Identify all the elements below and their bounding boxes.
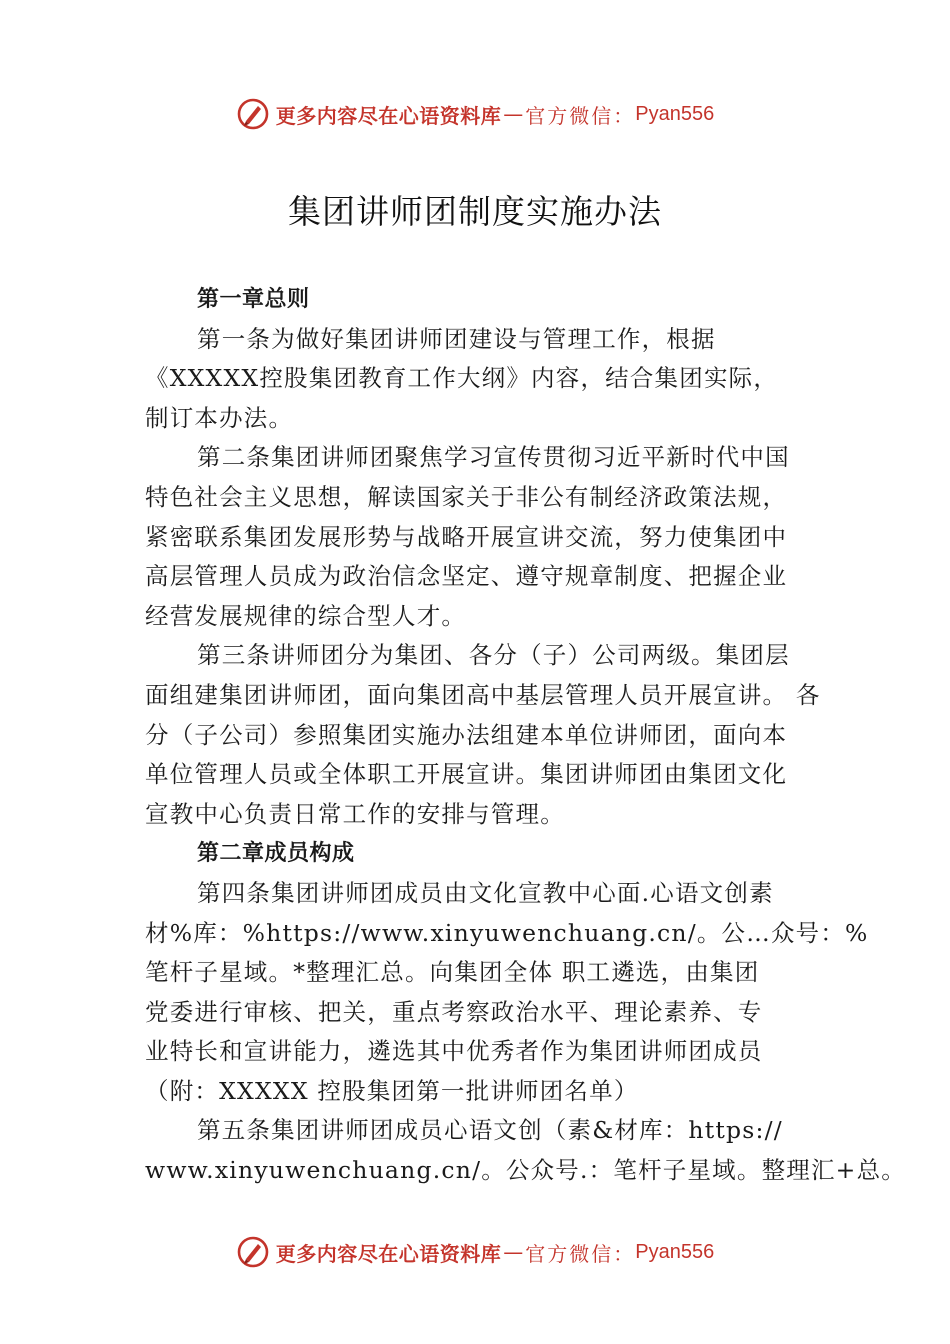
paragraph-line: 面组建集团讲师团，面向集团高中基层管理人员开展宣讲。 各 [145, 680, 821, 709]
footer-banner [0, 1232, 950, 1272]
banner-account: Pyan556 [635, 1240, 715, 1263]
paragraph-line: 第一条为做好集团讲师团建设与管理工作，根据 [197, 324, 716, 353]
document-title: 集团讲师团制度实施办法 [288, 192, 662, 231]
paragraph-line: www.xinyuwenchuang.cn/。公众号.：笔杆子星域。整理汇+总。 [145, 1156, 906, 1185]
paragraph-line: 单位管理人员或全体职工开展宣讲。集团讲师团由集团文化 [145, 760, 788, 789]
document-body [145, 280, 906, 1191]
pen-logo-icon [236, 1235, 270, 1269]
paragraph-line: 高层管理人员成为政治信念坚定、遵守规章制度、把握企业 [145, 562, 788, 591]
paragraph-line: 第五条集团讲师团成员心语文创（素&材库：https:// [197, 1116, 783, 1145]
paragraph-line: 特色社会主义思想，解读国家关于非公有制经济政策法规， [145, 482, 788, 511]
paragraph-line: （附：XXXXX 控股集团第一批讲师团名单） [145, 1076, 639, 1105]
chapter-heading: 第一章总则 [197, 287, 310, 312]
banner-label: 官方微信： [525, 1241, 636, 1266]
banner-label: 官方微信： [525, 103, 636, 128]
paragraph-line: 宣教中心负责日常工作的安排与管理。 [145, 799, 565, 828]
paragraph-line: 党委进行审核、把关，重点考察政治水平、理论素养、专 [145, 997, 763, 1026]
paragraph-line: 第二条集团讲师团聚焦学习宣传贯彻习近平新时代中国 [197, 443, 790, 472]
banner-brand: 更多内容尽在心语资料库 [275, 103, 502, 128]
banner-dash: — [503, 102, 524, 126]
paragraph-line: 材%库：%https://www.xinyuwenchuang.cn/。公…众号：% [145, 918, 869, 947]
paragraph-line: 笔杆子星域。*整理汇总。向集团全体 职工遴选，由集团 [145, 958, 760, 987]
header-banner [0, 94, 950, 134]
paragraph-line: 分（子公司）参照集团实施办法组建本单位讲师团，面向本 [145, 720, 788, 749]
pen-logo-icon [236, 97, 270, 131]
paragraph-line: 紧密联系集团发展形势与战略开展宣讲交流，努力使集团中 [145, 522, 788, 551]
paragraph-line: 《XXXXX控股集团教育工作大纲》内容，结合集团实际， [145, 364, 779, 393]
paragraph-line: 业特长和宣讲能力，遴选其中优秀者作为集团讲师团成员 [145, 1037, 763, 1066]
banner-brand: 更多内容尽在心语资料库 [275, 1241, 502, 1266]
paragraph-line: 第四条集团讲师团成员由文化宣教中心面.心语文创素 [197, 878, 774, 907]
banner-account: Pyan556 [635, 102, 715, 125]
chapter-heading: 第二章成员构成 [197, 841, 355, 867]
paragraph-line: 经营发展规律的综合型人才。 [145, 601, 467, 630]
paragraph-line: 制订本办法。 [145, 403, 294, 432]
banner-dash: — [503, 1240, 524, 1264]
paragraph-line: 第三条讲师团分为集团、各分（子）公司两级。集团层 [197, 641, 790, 670]
